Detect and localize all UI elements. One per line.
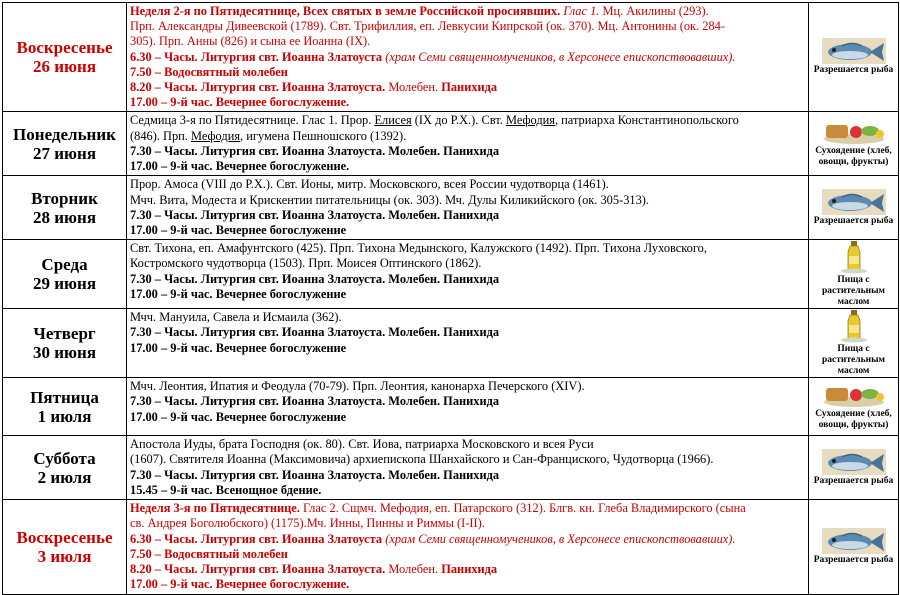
weekday-label: Четверг bbox=[33, 324, 96, 344]
text-segment: 8.20 – Часы. Литургия свт. Иоанна Златоуста. bbox=[130, 562, 386, 577]
text-segment: 7.30 – Часы. Литургия свт. Иоанна Златоуста. Молебен. Панихида bbox=[130, 207, 500, 222]
day-row bbox=[3, 3, 899, 112]
text-segment: Свт. Тихона, еп. Амафунтского (425). Прп. Тихона Медынского, Калужского (1492). Прп. Тихона Луховского, bbox=[130, 241, 707, 256]
date-label: 29 июня bbox=[32, 274, 97, 294]
weekday-label: Вторник bbox=[31, 188, 98, 208]
text-segment: 7.50 – Водосвятный молебен bbox=[130, 64, 288, 79]
text-segment: Прор. Амоса (VIII до Р.Х.). Свт. Ионы, митр. Московского, всея России чудотворца (1461). bbox=[130, 177, 609, 192]
text-segment: 17.00 – 9-й час. Вечернее богослужение bbox=[130, 340, 347, 355]
services-cell bbox=[127, 500, 809, 595]
text-segment: Седмица 3-я по Пятидесятнице. Глас 1. Прор. bbox=[130, 113, 375, 128]
schedule-line bbox=[130, 95, 805, 110]
text-segment: 7.30 – Часы. Литургия свт. Иоанна Златоуста. Молебен. Панихида bbox=[130, 467, 500, 482]
fasting-cell bbox=[809, 436, 899, 500]
date-label: 1 июля bbox=[37, 406, 92, 426]
dry-food-icon bbox=[809, 119, 898, 145]
schedule-line bbox=[130, 437, 805, 452]
day-row bbox=[3, 240, 899, 309]
text-segment: Панихида bbox=[441, 80, 498, 95]
day-cell bbox=[3, 240, 127, 309]
text-segment: Мц. Акилины (293). bbox=[599, 4, 709, 18]
dry-food-icon bbox=[809, 382, 898, 408]
oil-bottle-icon bbox=[809, 309, 898, 343]
fish-icon bbox=[809, 449, 898, 475]
text-segment: Глас 1. bbox=[563, 4, 600, 18]
schedule-line bbox=[130, 394, 805, 409]
text-segment: Молебен. bbox=[385, 562, 442, 577]
schedule-line bbox=[130, 452, 805, 467]
schedule-line bbox=[130, 4, 805, 19]
text-segment: Мефодия bbox=[191, 128, 241, 143]
weekday-label: Понедельник bbox=[13, 124, 116, 144]
fasting-label: Сухоядение (хлеб, овощи, фрукты) bbox=[815, 146, 892, 168]
day-row bbox=[3, 500, 899, 595]
fasting-label: Разрешается рыба bbox=[813, 65, 894, 76]
day-cell bbox=[3, 378, 127, 436]
day-row bbox=[3, 176, 899, 240]
schedule-line bbox=[130, 34, 805, 49]
text-segment: 17.00 – 9-й час. Вечернее богослужение bbox=[130, 223, 347, 238]
text-segment: Панихида bbox=[441, 562, 498, 577]
weekday-label: Воскресенье bbox=[16, 38, 113, 58]
fasting-label: Пища с растительным маслом bbox=[822, 344, 885, 377]
schedule-line bbox=[130, 19, 805, 34]
fasting-cell bbox=[809, 3, 899, 112]
date-label: 2 июля bbox=[37, 467, 92, 487]
text-segment: (1607). Святителя Иоанна (Максимовича) архиепископа Шанхайского и Сан-Франциского, Чудотворца (1966). bbox=[130, 452, 714, 467]
schedule-line bbox=[130, 113, 805, 128]
fish-icon bbox=[809, 38, 898, 64]
schedule-line bbox=[130, 159, 805, 174]
services-cell bbox=[127, 112, 809, 176]
text-segment: 17.00 – 9-й час. Вечернее богослужение. bbox=[130, 577, 350, 592]
text-segment: св. Андрея Боголюбского) (1175).Мч. Инны, Пинны и Риммы (I-II). bbox=[130, 516, 485, 531]
day-cell bbox=[3, 3, 127, 112]
text-segment: (846). Прп. bbox=[130, 128, 192, 143]
text-segment: 8.20 – Часы. Литургия свт. Иоанна Златоуста. bbox=[130, 80, 386, 95]
schedule-line bbox=[130, 562, 805, 577]
text-segment: 17.00 – 9-й час. Вечернее богослужение bbox=[130, 286, 347, 301]
text-segment: Молебен. bbox=[385, 80, 442, 95]
text-segment: Неделя 3-я по Пятидесятнице. bbox=[130, 501, 303, 516]
date-label: 3 июля bbox=[37, 547, 92, 567]
services-cell bbox=[127, 240, 809, 309]
text-segment: , игумена Пешношского (1392). bbox=[240, 128, 407, 143]
text-segment: , патриарха Константинопольского bbox=[554, 113, 739, 128]
text-segment: 6.30 – Часы. Литургия свт. Иоанна Златоуста bbox=[130, 49, 386, 64]
weekday-label: Пятница bbox=[30, 387, 99, 407]
text-segment: 7.30 – Часы. Литургия свт. Иоанна Златоуста. Молебен. Панихида bbox=[130, 394, 500, 409]
text-segment: 7.30 – Часы. Литургия свт. Иоанна Златоуста. Молебен. Панихида bbox=[130, 143, 500, 158]
fasting-cell bbox=[809, 112, 899, 176]
weekday-label: Среда bbox=[41, 255, 88, 275]
text-segment: (храм Семи священномучеников, в Херсонесе епископствовавших). bbox=[385, 49, 736, 64]
text-segment: 7.30 – Часы. Литургия свт. Иоанна Златоуста. Молебен. Панихида bbox=[130, 325, 500, 340]
text-segment: Елисея bbox=[374, 113, 412, 128]
schedule-line bbox=[130, 193, 805, 208]
weekday-label: Воскресенье bbox=[16, 528, 113, 548]
text-segment: 17.00 – 9-й час. Вечернее богослужение. bbox=[130, 159, 350, 174]
date-label: 30 июня bbox=[32, 343, 97, 363]
schedule-line bbox=[130, 256, 805, 271]
schedule-line bbox=[130, 129, 805, 144]
services-cell bbox=[127, 436, 809, 500]
text-segment: Неделя 2-я по Пятидесятнице, Всех святых в земле Российской просиявших. bbox=[130, 4, 564, 18]
day-row bbox=[3, 436, 899, 500]
fasting-cell bbox=[809, 309, 899, 378]
schedule-line bbox=[130, 577, 805, 592]
text-segment: 17.00 – 9-й час. Вечернее богослужение bbox=[130, 409, 347, 424]
fasting-cell bbox=[809, 240, 899, 309]
text-segment: (храм Семи священномучеников, в Херсонесе епископствовавших). bbox=[385, 531, 736, 546]
text-segment: 305). Прп. Анны (826) и сына ее Иоанна (IX). bbox=[130, 34, 371, 49]
schedule-line bbox=[130, 532, 805, 547]
oil-bottle-icon bbox=[809, 240, 898, 274]
schedule-line bbox=[130, 65, 805, 80]
schedule-line bbox=[130, 80, 805, 95]
schedule-line bbox=[130, 310, 805, 325]
day-row bbox=[3, 309, 899, 378]
schedule-line bbox=[130, 177, 805, 192]
text-segment: Апостола Иуды, брата Господня (ок. 80). Свт. Иова, патриарха Московского и всея Руси bbox=[130, 437, 594, 452]
schedule-line bbox=[130, 501, 805, 516]
schedule-line bbox=[130, 410, 805, 425]
schedule-line bbox=[130, 223, 805, 238]
fasting-cell bbox=[809, 176, 899, 240]
schedule-line bbox=[130, 516, 805, 531]
day-cell bbox=[3, 309, 127, 378]
schedule-line bbox=[130, 50, 805, 65]
text-segment: Мефодия bbox=[505, 113, 555, 128]
fasting-label: Разрешается рыба bbox=[813, 215, 894, 226]
fasting-cell bbox=[809, 500, 899, 595]
text-segment: 15.45 – 9-й час. Всенощное бдение. bbox=[130, 482, 322, 497]
schedule-line bbox=[130, 468, 805, 483]
day-row bbox=[3, 112, 899, 176]
text-segment: (IX до Р.Х.). Свт. bbox=[411, 113, 506, 128]
text-segment: 7.50 – Водосвятный молебен bbox=[130, 546, 288, 561]
schedule-line bbox=[130, 483, 805, 498]
schedule-line bbox=[130, 379, 805, 394]
fasting-cell bbox=[809, 378, 899, 436]
fasting-label: Разрешается рыба bbox=[813, 475, 894, 486]
day-cell bbox=[3, 112, 127, 176]
fish-icon bbox=[809, 528, 898, 554]
schedule-table bbox=[2, 2, 899, 595]
schedule-line bbox=[130, 547, 805, 562]
fasting-label: Разрешается рыба bbox=[813, 555, 894, 566]
schedule-line bbox=[130, 341, 805, 356]
services-cell bbox=[127, 309, 809, 378]
schedule-line bbox=[130, 144, 805, 159]
schedule-line bbox=[130, 208, 805, 223]
schedule-line bbox=[130, 272, 805, 287]
services-cell bbox=[127, 378, 809, 436]
date-label: 26 июня bbox=[32, 57, 97, 77]
text-segment: 17.00 – 9-й час. Вечернее богослужение. bbox=[130, 95, 350, 110]
text-segment: Мчч. Леонтия, Ипатия и Феодула (70-79). Прп. Леонтия, канонарха Печерского (XIV). bbox=[130, 379, 585, 394]
day-cell bbox=[3, 500, 127, 595]
day-cell bbox=[3, 436, 127, 500]
schedule-line bbox=[130, 325, 805, 340]
date-label: 28 июня bbox=[32, 207, 97, 227]
text-segment: 7.30 – Часы. Литургия свт. Иоанна Златоуста. Молебен. Панихида bbox=[130, 271, 500, 286]
weekday-label: Суббота bbox=[33, 448, 96, 468]
text-segment: Глас 2. Сщмч. Мефодия, еп. Патарского (312). Блгв. кн. Глеба Владимирского (сына bbox=[302, 501, 746, 516]
services-cell bbox=[127, 176, 809, 240]
day-cell bbox=[3, 176, 127, 240]
schedule-line bbox=[130, 287, 805, 302]
day-row bbox=[3, 378, 899, 436]
fasting-label: Пища с растительным маслом bbox=[822, 275, 885, 308]
schedule-line bbox=[130, 241, 805, 256]
text-segment: 6.30 – Часы. Литургия свт. Иоанна Златоуста bbox=[130, 531, 386, 546]
text-segment: Костромского чудотворца (1503). Прп. Моисея Оптинского (1862). bbox=[130, 256, 482, 271]
fasting-label: Сухоядение (хлеб, овощи, фрукты) bbox=[815, 409, 892, 431]
text-segment: Мчч. Мануила, Савела и Исмаила (362). bbox=[130, 310, 342, 325]
services-cell bbox=[127, 3, 809, 112]
date-label: 27 июня bbox=[32, 143, 97, 163]
text-segment: Прп. Александры Дивеевской (1789). Свт. Трифиллия, еп. Левкусии Кипрской (ок. 370). Мц. Антонины (ок. 284- bbox=[130, 19, 725, 34]
text-segment: Мчч. Вита, Модеста и Крискентии питательницы (ок. 303). Мч. Дулы Киликийского (ок. 305-313). bbox=[130, 192, 650, 207]
fish-icon bbox=[809, 189, 898, 215]
